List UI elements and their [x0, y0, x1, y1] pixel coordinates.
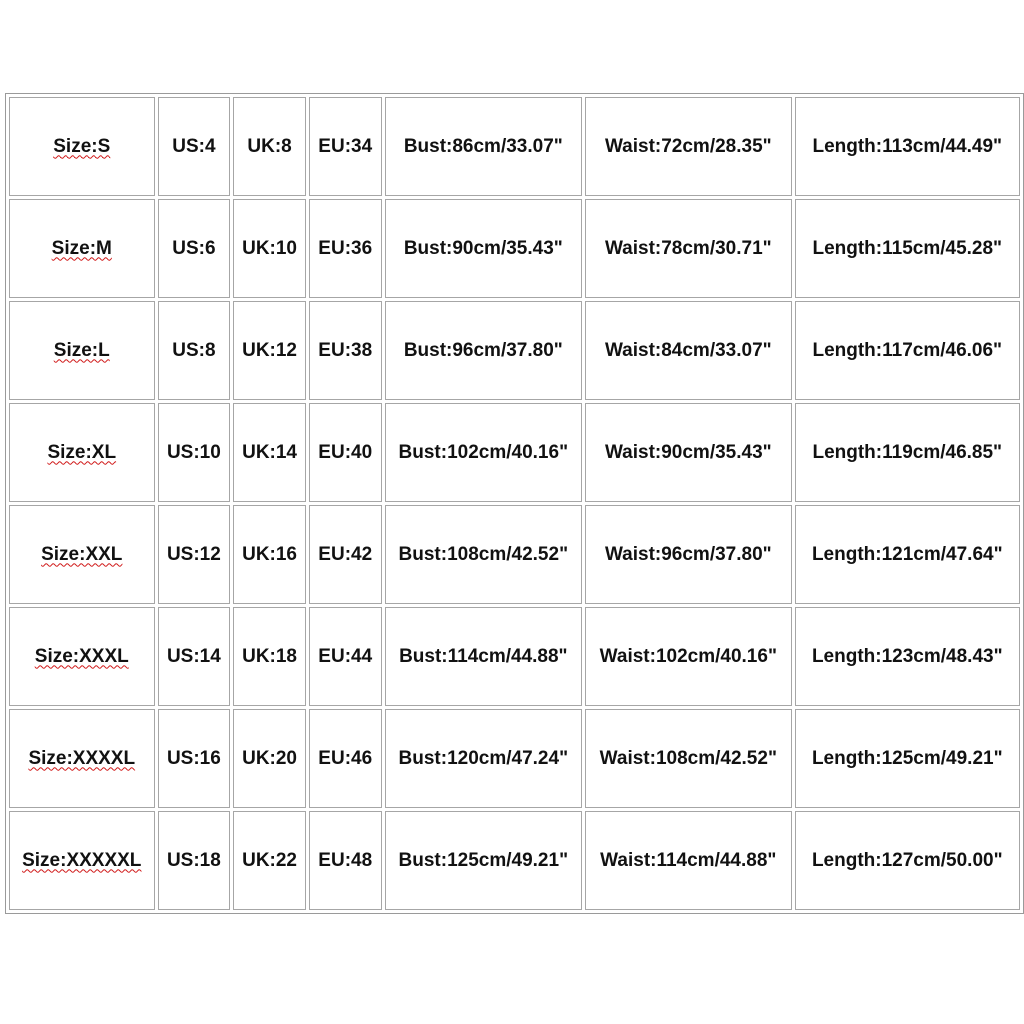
- length-cell: Length:123cm/48.43": [795, 607, 1020, 706]
- size-label: Size:XXL: [41, 543, 123, 565]
- waist-cell: Waist:108cm/42.52": [585, 709, 791, 808]
- eu-size-cell: EU:34: [309, 97, 382, 196]
- bust-cell: Bust:90cm/35.43": [385, 199, 583, 298]
- waist-cell: Waist:96cm/37.80": [585, 505, 791, 604]
- uk-size-cell: UK:20: [233, 709, 306, 808]
- table-row: [9, 199, 1020, 298]
- length-cell: Length:127cm/50.00": [795, 811, 1020, 910]
- size-label: Size:XL: [47, 441, 117, 463]
- length-cell: Length:117cm/46.06": [795, 301, 1020, 400]
- size-label: Size:XXXXL: [28, 747, 136, 769]
- eu-size-cell: EU:42: [309, 505, 382, 604]
- size-cell: [9, 199, 155, 298]
- waist-cell: Waist:72cm/28.35": [585, 97, 791, 196]
- eu-size-cell: EU:48: [309, 811, 382, 910]
- size-cell: [9, 607, 155, 706]
- bust-cell: Bust:125cm/49.21": [385, 811, 583, 910]
- table-row: [9, 301, 1020, 400]
- uk-size-cell: UK:14: [233, 403, 306, 502]
- length-cell: Length:119cm/46.85": [795, 403, 1020, 502]
- length-cell: Length:115cm/45.28": [795, 199, 1020, 298]
- size-label: Size:L: [53, 339, 110, 361]
- table-row: [9, 607, 1020, 706]
- eu-size-cell: EU:46: [309, 709, 382, 808]
- length-cell: Length:113cm/44.49": [795, 97, 1020, 196]
- size-cell: [9, 811, 155, 910]
- bust-cell: Bust:86cm/33.07": [385, 97, 583, 196]
- eu-size-cell: EU:40: [309, 403, 382, 502]
- eu-size-cell: EU:36: [309, 199, 382, 298]
- length-cell: Length:121cm/47.64": [795, 505, 1020, 604]
- size-cell: [9, 97, 155, 196]
- waist-cell: Waist:78cm/30.71": [585, 199, 791, 298]
- waist-cell: Waist:84cm/33.07": [585, 301, 791, 400]
- size-chart-table: [5, 93, 1024, 914]
- uk-size-cell: UK:10: [233, 199, 306, 298]
- waist-cell: Waist:114cm/44.88": [585, 811, 791, 910]
- uk-size-cell: UK:16: [233, 505, 306, 604]
- uk-size-cell: UK:22: [233, 811, 306, 910]
- size-cell: [9, 403, 155, 502]
- us-size-cell: US:18: [158, 811, 231, 910]
- bust-cell: Bust:120cm/47.24": [385, 709, 583, 808]
- waist-cell: Waist:102cm/40.16": [585, 607, 791, 706]
- waist-cell: Waist:90cm/35.43": [585, 403, 791, 502]
- bust-cell: Bust:114cm/44.88": [385, 607, 583, 706]
- uk-size-cell: UK:12: [233, 301, 306, 400]
- size-label: Size:XXXL: [34, 645, 129, 667]
- size-cell: [9, 301, 155, 400]
- table-row: [9, 403, 1020, 502]
- us-size-cell: US:16: [158, 709, 231, 808]
- length-cell: Length:125cm/49.21": [795, 709, 1020, 808]
- size-label: Size:M: [51, 237, 112, 259]
- table-row: [9, 709, 1020, 808]
- bust-cell: Bust:96cm/37.80": [385, 301, 583, 400]
- us-size-cell: US:14: [158, 607, 231, 706]
- us-size-cell: US:10: [158, 403, 231, 502]
- size-label: Size:XXXXXL: [22, 849, 142, 871]
- eu-size-cell: EU:44: [309, 607, 382, 706]
- size-label: Size:S: [53, 135, 111, 157]
- table-row: [9, 505, 1020, 604]
- uk-size-cell: UK:8: [233, 97, 306, 196]
- eu-size-cell: EU:38: [309, 301, 382, 400]
- bust-cell: Bust:102cm/40.16": [385, 403, 583, 502]
- table-row: [9, 97, 1020, 196]
- bust-cell: Bust:108cm/42.52": [385, 505, 583, 604]
- us-size-cell: US:12: [158, 505, 231, 604]
- table-row: [9, 811, 1020, 910]
- uk-size-cell: UK:18: [233, 607, 306, 706]
- size-cell: [9, 505, 155, 604]
- size-cell: [9, 709, 155, 808]
- us-size-cell: US:8: [158, 301, 231, 400]
- us-size-cell: US:6: [158, 199, 231, 298]
- us-size-cell: US:4: [158, 97, 231, 196]
